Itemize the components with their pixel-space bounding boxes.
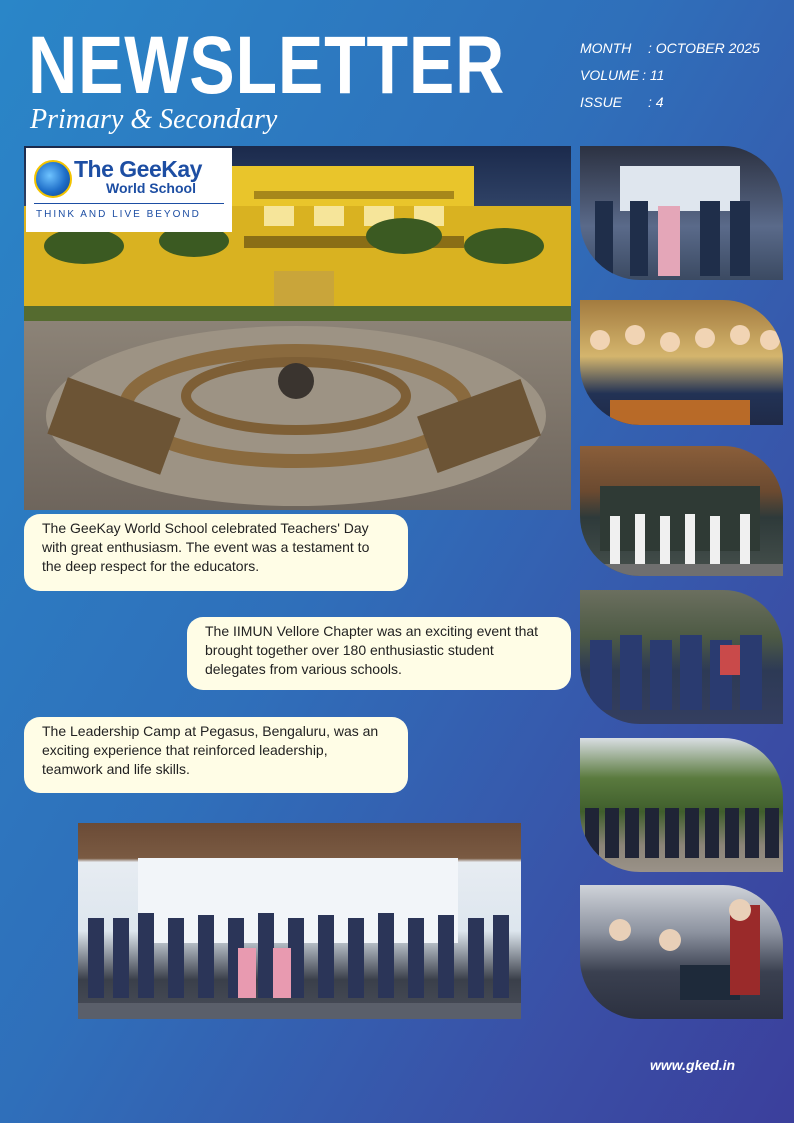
- meta-issue: [580, 94, 760, 121]
- photo-fruit-day: [580, 300, 783, 425]
- meta-volume-label: VOLUME: [580, 67, 640, 83]
- meta-month-value: : OCTOBER 2025: [648, 40, 760, 56]
- caption-teachers-day: The GeeKay World School celebrated Teachers' Day with great enthusiasm. The event was a testament to the deep respect for the educators.: [24, 514, 408, 591]
- meta-month: [580, 40, 760, 67]
- photo-teachers-day: [580, 146, 783, 280]
- meta-volume-value: : 11: [642, 67, 665, 83]
- photo-outdoor-students: [580, 738, 783, 872]
- photo-stage-event: [580, 446, 783, 576]
- newsletter-title: NEWSLETTER: [28, 20, 506, 111]
- photo-iimun-group: [78, 823, 521, 1019]
- newsletter-subtitle: Primary & Secondary: [30, 104, 278, 135]
- logo-tagline: THINK AND LIVE BEYOND: [36, 209, 201, 220]
- school-logo: [26, 148, 232, 232]
- meta-month-label: MONTH: [580, 40, 632, 56]
- logo-name: The GeeKay: [74, 156, 202, 182]
- logo-divider: [34, 203, 224, 204]
- website-url[interactable]: www.gked.in: [650, 1057, 736, 1073]
- meta-issue-value: : 4: [648, 94, 664, 110]
- issue-meta: [580, 40, 760, 121]
- logo-name-line2: World School: [106, 180, 196, 196]
- photo-leadership-camp: [580, 590, 783, 724]
- photo-computer-lab: [580, 885, 783, 1019]
- globe-icon: [34, 160, 72, 198]
- meta-issue-label: ISSUE: [580, 94, 623, 110]
- caption-leadership-camp: The Leadership Camp at Pegasus, Bengaluru, was an exciting experience that reinforced leadership, teamwork and life skills.: [24, 717, 408, 793]
- caption-iimun: The IIMUN Vellore Chapter was an exciting event that brought together over 180 enthusiastic student delegates from various schools.: [187, 617, 571, 690]
- meta-volume: [580, 67, 760, 94]
